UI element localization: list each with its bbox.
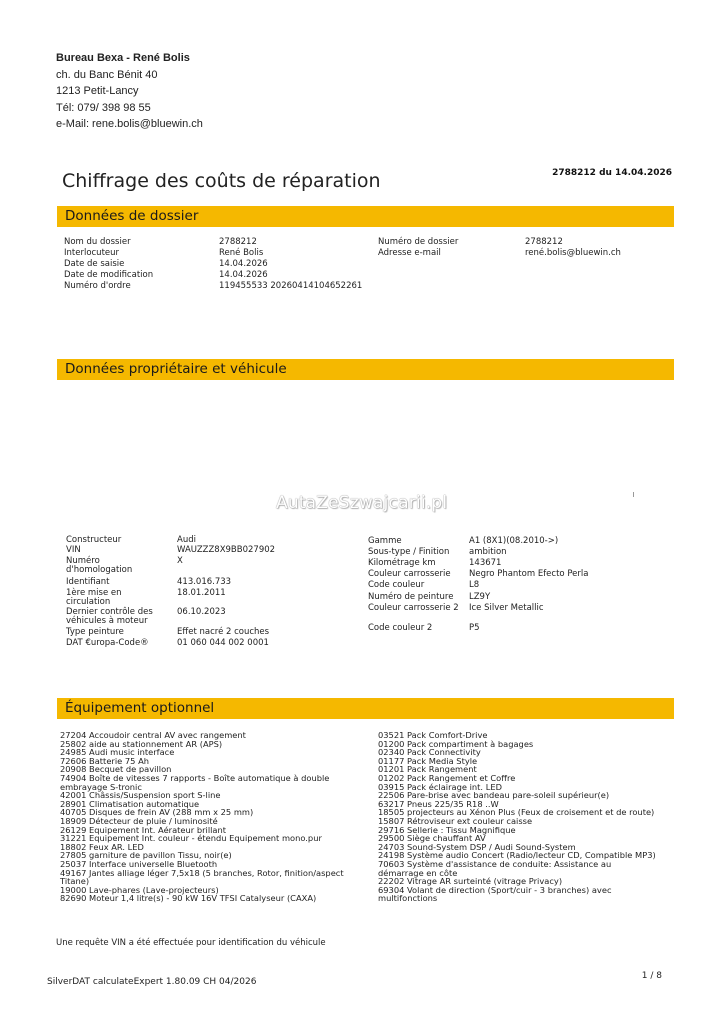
footer-software: SilverDAT calculateExpert 1.80.09 CH 04/2026 <box>47 977 257 987</box>
section-header-dossier <box>57 206 674 227</box>
equipment-item: 42001 Châssis/Suspension sport S-line <box>60 790 221 801</box>
equipment-item: 24985 Audi music interface <box>60 747 175 758</box>
field-value: 2788212 <box>219 237 257 247</box>
equipment-item: 01177 Pack Media Style <box>378 755 478 766</box>
field-row <box>64 259 374 270</box>
equipment-item: 40705 Disques de frein AV (288 mm x 25 mm) <box>60 807 254 818</box>
equipment-item: 27805 garniture de pavillon Tissu, noir(e) <box>60 850 232 861</box>
field-row <box>64 237 374 248</box>
field-value: 143671 <box>469 558 502 568</box>
field-value: Effet nacré 2 couches <box>177 627 270 637</box>
field-label: Adresse e-mail <box>378 248 441 258</box>
equipment-item: 22506 Pare-brise avec bandeau pare-soleil supérieur(e) <box>378 790 610 801</box>
equipment-item: 25037 Interface universelle Bluetooth <box>60 858 218 869</box>
field-label: 1ère mise en circulation <box>66 588 122 607</box>
equipment-item: 29500 Siège chauffant AV <box>378 833 486 844</box>
page-number: 1 / 8 <box>641 971 662 981</box>
section-title: Équipement optionnel <box>65 700 215 716</box>
field-value: L8 <box>469 580 480 590</box>
field-value: 01 060 044 002 0001 <box>177 638 269 648</box>
field-row <box>64 248 374 259</box>
field-value: Ice Silver Metallic <box>469 603 544 613</box>
street: ch. du Banc Bénit 40 <box>56 68 158 81</box>
equipment-item: 22202 Vitrage AR surteinté (vitrage Privacy) <box>378 876 563 887</box>
equipment-right-list <box>378 731 658 903</box>
field-value: P5 <box>469 623 480 633</box>
equipment-item: 01201 Pack Rangement <box>378 764 477 775</box>
field-label: DAT €uropa-Code® <box>66 638 149 648</box>
field-value: 14.04.2026 <box>219 259 268 269</box>
field-label: Identifiant <box>66 577 110 587</box>
field-label: Numéro de peinture <box>368 592 454 602</box>
equipment-item: 01200 Pack compartiment à bagages <box>378 738 534 749</box>
equipment-item: 29716 Sellerie : Tissu Magnifique <box>378 824 516 835</box>
equipment-item: 70603 Système d'assistance de conduite: Assistance au démarrage en côte <box>378 858 612 878</box>
dossier-left-list <box>64 237 374 292</box>
field-value: 119455533 20260414104652261 <box>219 281 363 291</box>
field-label: Numéro d'ordre <box>64 281 131 291</box>
field-label: Numéro de dossier <box>378 237 459 247</box>
field-value: A1 (8X1)(08.2010->) <box>469 536 559 546</box>
equipment-left-list <box>60 731 360 903</box>
field-value: Negro Phantom Efecto Perla <box>469 569 589 579</box>
field-row <box>64 281 374 292</box>
equipment-item: 02340 Pack Connectivity <box>378 747 481 758</box>
field-value: 18.01.2011 <box>177 588 226 598</box>
field-value: ambition <box>469 547 507 557</box>
phone: Tél: 079/ 398 98 55 <box>56 101 151 114</box>
field-value: 413.016.733 <box>177 577 232 587</box>
section-title: Données propriétaire et véhicule <box>65 361 287 377</box>
vehicle-left-list <box>66 536 356 650</box>
equipment-item: 25802 aide au stationnement AR (APS) <box>60 738 223 749</box>
equipment-item: 27204 Accoudoir central AV avec rangement <box>60 730 246 740</box>
page-title: Chiffrage des coûts de réparation <box>62 170 381 192</box>
field-label: Constructeur <box>66 535 122 545</box>
equipment-item: 31221 Equipement Int. couleur - étendu Equipement mono.pur <box>60 833 322 844</box>
city: 1213 Petit-Lancy <box>56 85 139 97</box>
field-label: Date de saisie <box>64 259 125 269</box>
field-label: Gamme <box>368 536 402 546</box>
field-label: Sous-type / Finition <box>368 547 450 557</box>
vehicle-right-list <box>368 537 668 635</box>
equipment-item: 19000 Lave-phares (Lave-projecteurs) <box>60 884 219 895</box>
vehicle-field-row <box>66 639 356 650</box>
equipment-item: 18505 projecteurs au Xénon Plus (Feux de croisement et de route) <box>378 807 655 818</box>
field-label: Couleur carrosserie 2 <box>368 603 459 613</box>
equipment-item: 28901 Climatisation automatique <box>60 798 200 809</box>
field-row <box>64 270 374 281</box>
field-label: Type peinture <box>66 627 124 637</box>
field-label: VIN <box>66 545 81 555</box>
equipment-item: 74904 Boîte de vitesses 7 rapports - Boîte automatique à double embrayage S-tronic <box>60 772 330 792</box>
watermark-text: AutaZeSzwajcarii.pl <box>276 493 448 513</box>
company-name: Bureau Bexa - René Bolis <box>56 52 190 64</box>
vehicle-field-row <box>66 546 356 557</box>
dossier-right-list <box>378 237 668 259</box>
vehicle-field-row <box>66 608 356 628</box>
equipment-item: 82690 Moteur 1,4 litre(s) - 90 kW 16V TFSI Catalyseur (CAXA) <box>60 893 317 904</box>
equipment-item: 01202 Pack Rangement et Coffre <box>378 772 516 783</box>
equipment-item: 72606 Batterie 75 Ah <box>60 755 150 766</box>
field-value: 2788212 <box>525 237 563 247</box>
divider-mark <box>633 492 634 497</box>
section-title: Données de dossier <box>65 208 199 224</box>
field-label: Code couleur <box>368 580 425 590</box>
field-label: Numéro d'homologation <box>66 556 133 575</box>
field-label: Interlocuteur <box>64 248 120 258</box>
equipment-item: 24703 Sound-System DSP / Audi Sound-System <box>378 841 576 852</box>
vehicle-field-row <box>368 604 668 624</box>
section-header-vehicle <box>57 359 674 380</box>
equipment-item: 26129 Equipement Int. Aérateur brillant <box>60 824 227 835</box>
section-header-equipment <box>57 698 674 719</box>
equipment-item: 20908 Becquet de pavillon <box>60 764 172 775</box>
vin-note: Une requête VIN a été effectuée pour identification du véhicule <box>56 938 326 948</box>
field-label: Dernier contrôle des véhicules à moteur <box>66 607 153 626</box>
document-reference: 2788212 du 14.04.2026 <box>552 168 672 178</box>
field-value: LZ9Y <box>469 592 491 602</box>
field-value: X <box>177 556 183 566</box>
field-row <box>378 248 668 259</box>
sender-address <box>56 50 203 133</box>
equipment-item: 18802 Feux AR. LED <box>60 841 144 852</box>
equipment-item: 63217 Pneus 225/35 R18 ..W <box>378 798 499 809</box>
equipment-item: 03521 Pack Comfort-Drive <box>378 730 488 740</box>
equipment-item: 49167 Jantes alliage léger 7,5x18 (5 branches, Rotor, finition/aspect Titane) <box>60 867 344 887</box>
field-value: René Bolis <box>219 248 264 258</box>
equipment-item: 69304 Volant de direction (Sport/cuir - 3 branches) avec multifonctions <box>378 884 612 904</box>
equipment-item: 24198 Système audio Concert (Radio/lecteur CD, Compatible MP3) <box>378 850 656 861</box>
equipment-item: 03915 Pack éclairage int. LED <box>378 781 502 792</box>
field-value: 14.04.2026 <box>219 270 268 280</box>
vehicle-field-row <box>368 624 668 635</box>
equipment-item: 15807 Rétroviseur ext couleur caisse <box>378 815 533 826</box>
field-value: rené.bolis@bluewin.ch <box>525 248 621 258</box>
field-label: Kilométrage km <box>368 558 436 568</box>
vehicle-field-row <box>66 589 356 608</box>
field-value: Audi <box>177 535 196 545</box>
field-row <box>378 237 668 248</box>
field-label: Nom du dossier <box>64 237 131 247</box>
equipment-item: 18909 Détecteur de pluie / luminosité <box>60 815 218 826</box>
field-value: WAUZZZ8X9BB027902 <box>177 545 276 555</box>
field-label: Date de modification <box>64 270 154 280</box>
email: e-Mail: rene.bolis@bluewin.ch <box>56 118 203 130</box>
field-label: Couleur carrosserie <box>368 569 451 579</box>
vehicle-field-row <box>66 557 356 578</box>
field-value: 06.10.2023 <box>177 607 226 617</box>
field-label: Code couleur 2 <box>368 623 433 633</box>
